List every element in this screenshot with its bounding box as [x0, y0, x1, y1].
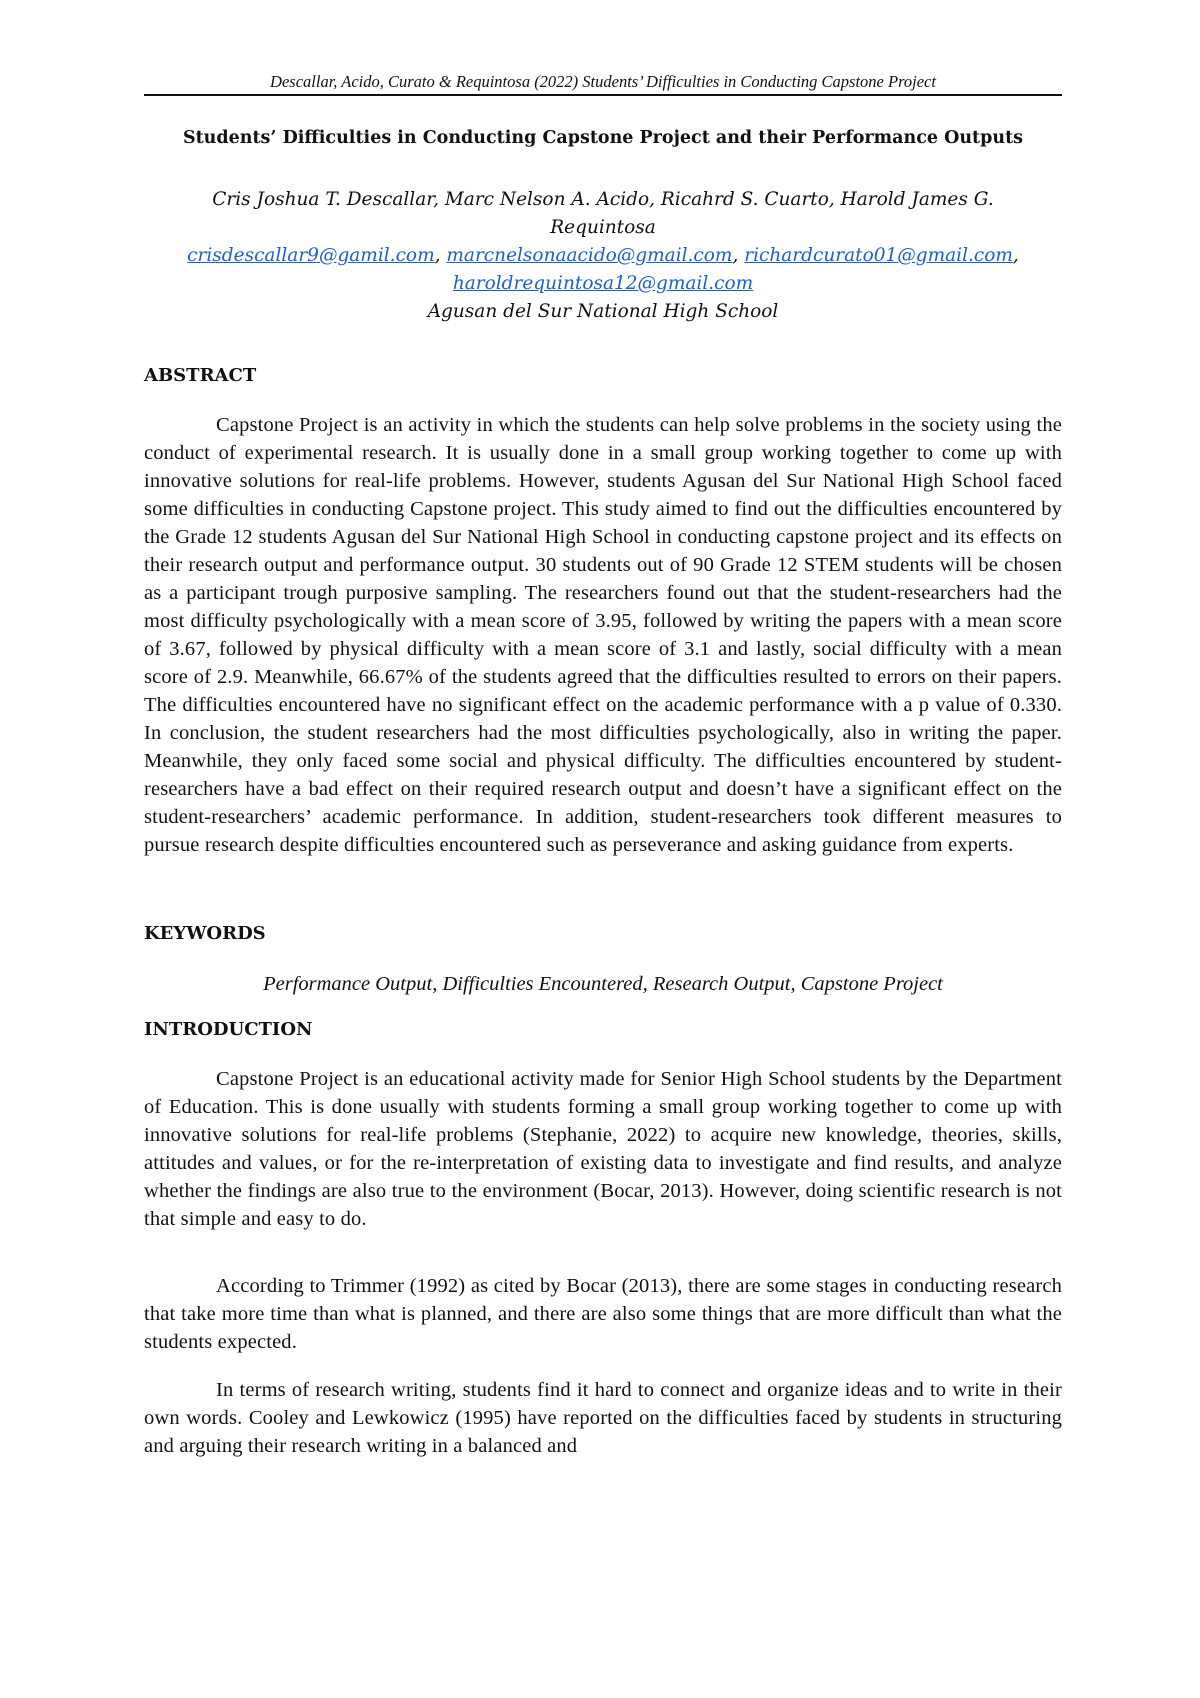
header-rule [144, 94, 1062, 96]
email-line [144, 270, 1062, 298]
paper-title: Students’ Difficulties in Conducting Capstone Project and their Performance Outputs [182, 128, 1024, 148]
email-separator: , [434, 245, 447, 266]
introduction-paragraph: According to Trimmer (1992) as cited by Bocar (2013), there are some stages in conducting research that take more time than what is planned, and there are also some things that are more difficult than what the students expected. [144, 1275, 1062, 1353]
email-link[interactable]: richardcurato01@gmail.com [744, 245, 1013, 266]
authors-line-continued: Requintosa [550, 217, 656, 238]
introduction-paragraph: In terms of research writing, students find it hard to connect and organize ideas and to write in their own words. Cooley and Lewkowicz (1995) have reported on the difficulties faced by students in structuring and arguing their research writing in a balanced and [144, 1379, 1062, 1457]
email-separator: , [732, 245, 745, 266]
introduction-paragraph: Capstone Project is an educational activity made for Senior High School students by the Department of Education. This is done usually with students forming a small group working together to come up with innovative solutions for real-life problems (Stephanie, 2022) to acquire new knowledge, theories, skills, attitudes and values, or for the re-interpretation of existing data to investigate and find results, and analyze whether the findings are also true to the environment (Bocar, 2013). However, doing scientific research is not that simple and easy to do. [144, 1068, 1062, 1230]
introduction-heading: INTRODUCTION [144, 1019, 313, 1040]
email-link[interactable]: haroldrequintosa12@gmail.com [452, 273, 754, 294]
email-link[interactable]: marcnelsonaacido@gmail.com [446, 245, 733, 266]
keywords-heading: KEYWORDS [144, 923, 266, 944]
abstract-text: Capstone Project is an activity in which the students can help solve problems in the society using the conduct of experimental research. It is usually done in a small group working together to come up with innovative solutions for real-life problems. However, students Agusan del Sur National High School faced some difficulties in conducting Capstone project. This study aimed to find out the difficulties encountered by the Grade 12 students Agusan del Sur National High School in conducting capstone project and its effects on their research output and performance output. 30 students out of 90 Grade 12 STEM students will be chosen as a participant trough purposive sampling. The researchers found out that the student-researchers had the most difficulty psychologically with a mean score of 3.95, followed by writing the papers with a mean score of 3.67, followed by physical difficulty with a mean score of 3.1 and lastly, social difficulty with a mean score of 2.9. Meanwhile, 66.67% of the students agreed that the difficulties resulted to errors on their papers. The difficulties encountered have no significant effect on the academic performance with a p value of 0.330. In conclusion, the student researchers had the most difficulties psychologically, also in writing the paper. Meanwhile, they only faced some social and physical difficulty. The difficulties encountered by student-researchers have a bad effect on their required research output and doesn’t have a significant effect on the student-researchers’ academic performance. In addition, student-researchers took different measures to pursue research despite difficulties encountered such as perseverance and asking guidance from experts. [144, 414, 1062, 856]
affiliation: Agusan del Sur National High School [427, 301, 779, 322]
running-head: Descallar, Acido, Curato & Requintosa (2022) Students’ Difficulties in Conducting Capstone Project [270, 72, 936, 91]
email-separator: , [1012, 245, 1019, 266]
author-block [144, 186, 1062, 326]
paper-page [144, 0, 1062, 1698]
email-line [144, 242, 1062, 270]
abstract-heading: ABSTRACT [144, 365, 257, 386]
authors-line: Cris Joshua T. Descallar, Marc Nelson A. Acido, Ricahrd S. Cuarto, Harold James G. [212, 189, 994, 210]
keywords-text: Performance Output, Difficulties Encountered, Research Output, Capstone Project [263, 973, 943, 995]
email-link[interactable]: crisdescallar9@gamil.com [187, 245, 435, 266]
